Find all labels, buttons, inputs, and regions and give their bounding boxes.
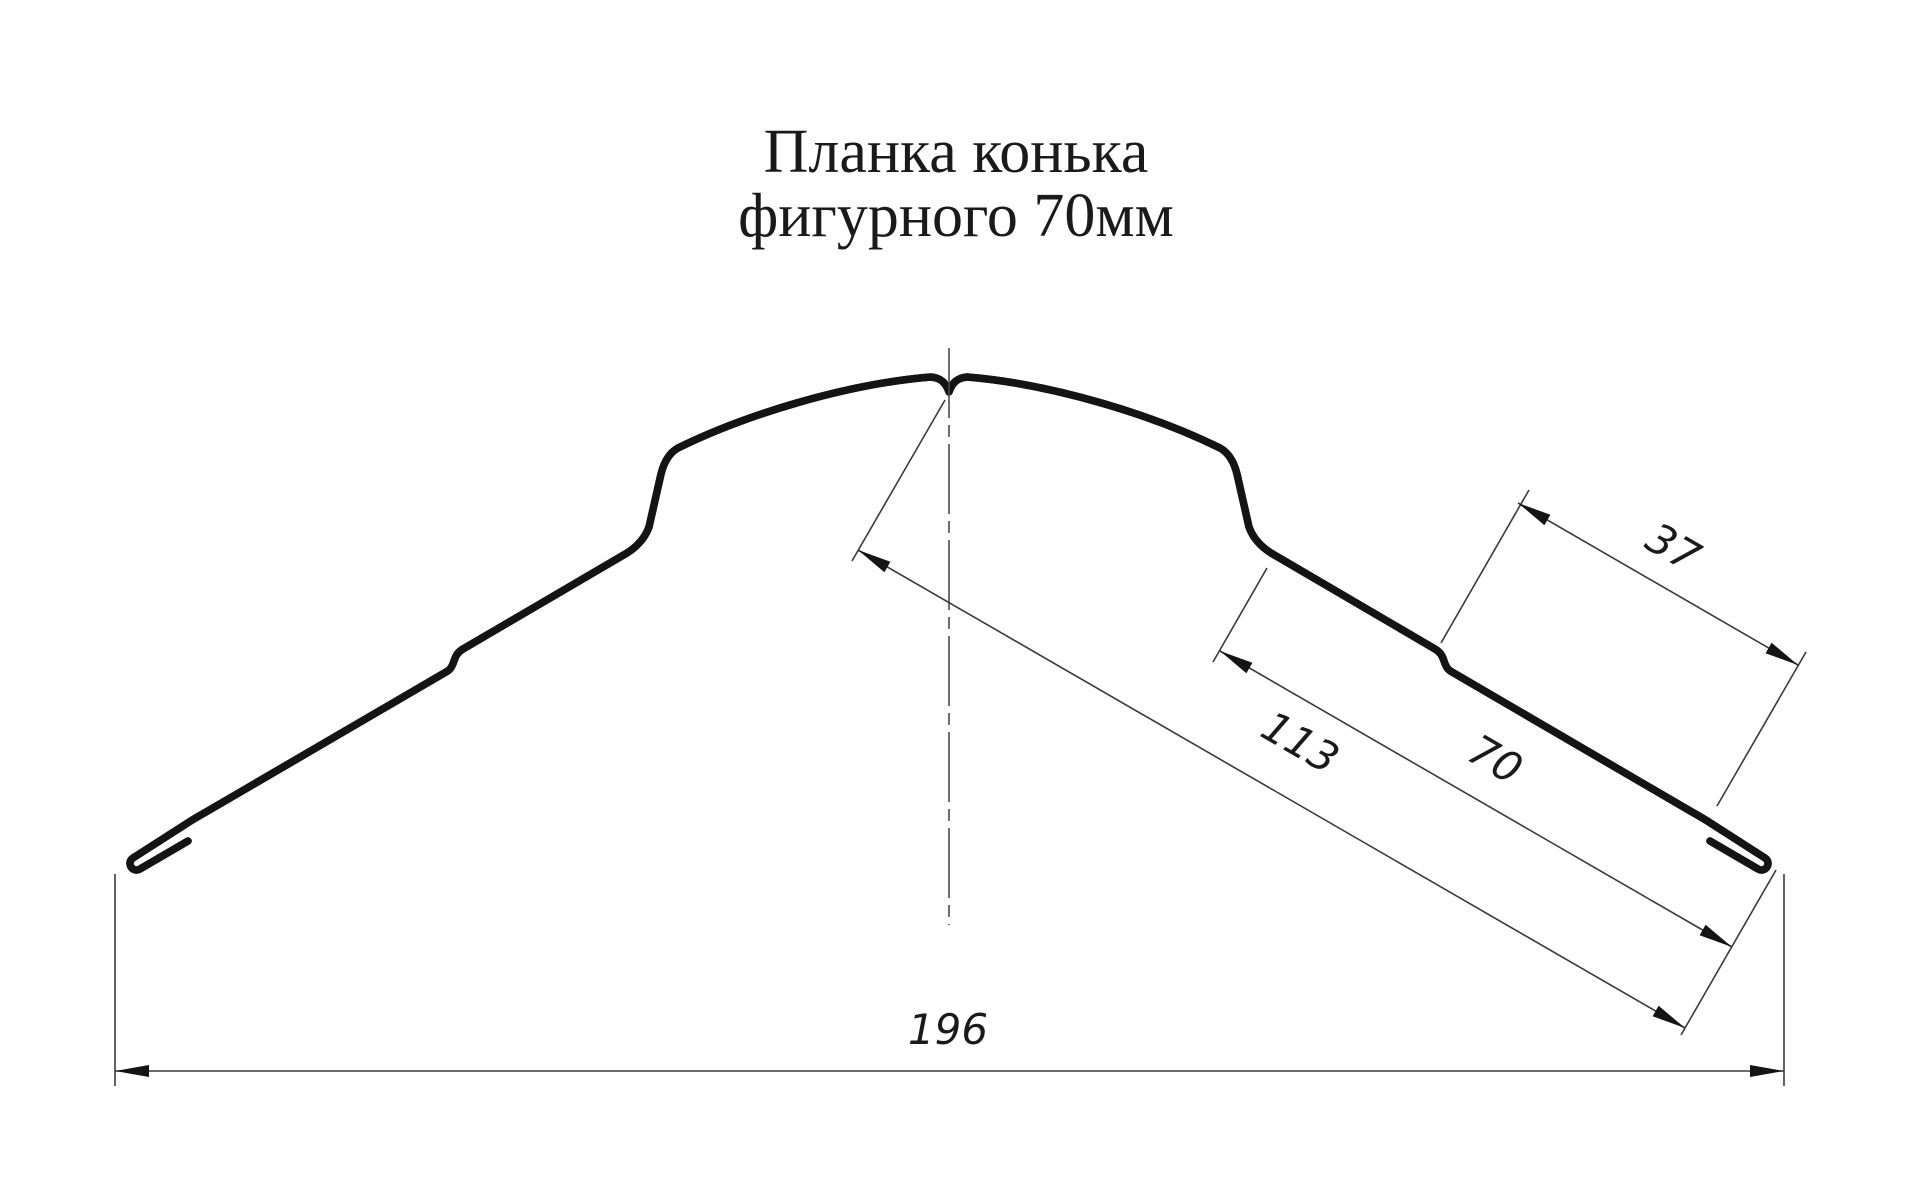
dimension-70-line [1220, 651, 1732, 947]
dimension-70-label: 70 [1459, 724, 1531, 795]
dimension-70 [1220, 651, 1732, 947]
dimension-196-label: 196 [907, 1005, 989, 1054]
witness-crimp [1717, 652, 1806, 806]
drawing-title-line2: фигурного 70мм [738, 182, 1174, 250]
witness-lines [115, 400, 1806, 1086]
dimension-196 [115, 1005, 1784, 1077]
dimension-196-arrow-end [1750, 1065, 1784, 1077]
dimension-37 [1518, 503, 1798, 665]
witness-knee [1213, 568, 1267, 662]
dimension-70-arrow-start [1220, 651, 1252, 673]
witness-jog [1441, 490, 1529, 643]
title-block [738, 118, 1174, 250]
dimension-113 [858, 550, 1685, 1028]
dimension-113-arrow-end [1653, 1006, 1685, 1028]
dimension-37-arrow-start [1518, 503, 1550, 525]
dimension-70-arrow-end [1700, 925, 1732, 947]
dimension-37-label: 37 [1637, 512, 1709, 583]
witness-tip [1681, 870, 1776, 1035]
dimension-113-arrow-start [858, 550, 890, 572]
dimension-113-line [858, 550, 1685, 1028]
dimension-113-label: 113 [1253, 701, 1348, 784]
dimension-37-arrow-end [1766, 643, 1798, 665]
dimension-196-arrow-start [115, 1065, 149, 1077]
drawing-title-line1: Планка конька [763, 118, 1149, 186]
witness-apex [852, 400, 945, 561]
